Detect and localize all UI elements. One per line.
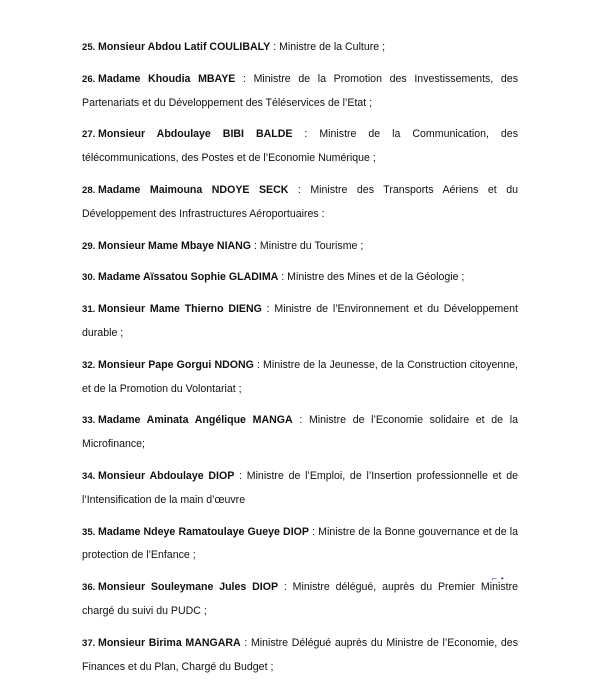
item-number: 25. xyxy=(82,42,96,53)
item-number: 28. xyxy=(82,184,96,196)
minister-role: : Ministre délégué, auprès du Premier Ministre chargé du suivi du PUDC ; xyxy=(82,581,518,617)
minister-name: Monsieur Abdoulaye BIBI BALDE xyxy=(98,128,293,141)
item-number: 34. xyxy=(82,470,96,482)
list-item xyxy=(82,235,518,259)
list-item xyxy=(82,266,518,290)
item-number: 37. xyxy=(82,637,96,649)
minister-name: Monsieur Abdou Latif COULIBALY xyxy=(98,41,271,53)
minister-role: : Ministre Délégué auprès du Ministre de l’Economie, des Finances et du Plan, Chargé du Budget ; xyxy=(82,636,518,673)
item-number: 31. xyxy=(82,304,96,316)
minister-name: Monsieur Souleymane Jules DIOP xyxy=(98,581,279,594)
minister-role: : Ministre des Transports Aériens et du Développement des Infrastructures Aéroportuaires : xyxy=(82,183,518,220)
minister-name: Madame Khoudia MBAYE xyxy=(98,72,236,85)
minister-name: Madame Aminata Angélique MANGA xyxy=(98,414,293,427)
scan-mark: ⌐ • xyxy=(492,574,505,583)
minister-role: : Ministre de l’Economie solidaire et de la Microfinance; xyxy=(82,414,518,451)
list-item xyxy=(82,354,518,402)
minister-name: Monsieur Mame Thierno DIENG xyxy=(98,303,262,316)
minister-role: : Ministre de l’Environnement et du Développement durable ; xyxy=(82,303,518,339)
minister-role: : Ministre de l’Emploi, de l’Insertion professionnelle et de l’Intensification de la main d’œuvre xyxy=(82,469,518,506)
list-item xyxy=(82,576,518,624)
item-number: 29. xyxy=(82,240,96,252)
minister-name: Monsieur Birima MANGARA xyxy=(98,636,241,649)
minister-role: : Ministre de la Communication, des télécommunications, des Postes et de l’Economie Numérique ; xyxy=(82,128,518,165)
list-item xyxy=(82,521,518,569)
list-item xyxy=(82,632,518,680)
list-item xyxy=(82,409,518,457)
item-number: 32. xyxy=(82,359,96,371)
list-item xyxy=(82,68,518,116)
item-number: 30. xyxy=(82,272,96,284)
minister-list xyxy=(82,36,518,687)
item-number: 33. xyxy=(82,415,96,427)
item-number: 35. xyxy=(82,526,96,538)
item-number: 27. xyxy=(82,129,96,141)
list-item xyxy=(82,465,518,513)
minister-role: : Ministre du Tourisme ; xyxy=(251,239,364,252)
minister-name: Madame Maimouna NDOYE SECK xyxy=(98,183,289,196)
minister-role: : Ministre de la Culture ; xyxy=(270,41,386,53)
list-item xyxy=(82,36,518,60)
minister-name: Monsieur Mame Mbaye NIANG xyxy=(98,239,252,252)
item-number: 36. xyxy=(82,582,96,594)
minister-role: : Ministre de la Jeunesse, de la Construction citoyenne, et de la Promotion du Volontariat ; xyxy=(82,358,518,395)
minister-role: : Ministre de la Promotion des Investissements, des Partenariats et du Développement des Téléservices de l’Etat ; xyxy=(82,72,518,109)
list-item xyxy=(82,123,518,171)
list-item xyxy=(82,179,518,227)
item-number: 26. xyxy=(82,73,96,85)
minister-name: Madame Ndeye Ramatoulaye Gueye DIOP xyxy=(98,525,309,538)
minister-role: : Ministre des Mines et de la Géologie ; xyxy=(278,271,465,284)
minister-name: Madame Aïssatou Sophie GLADIMA xyxy=(98,271,279,284)
minister-role: : Ministre de la Bonne gouvernance et de la protection de l’Enfance ; xyxy=(82,525,518,562)
list-item xyxy=(82,298,518,346)
minister-name: Monsieur Pape Gorgui NDONG xyxy=(98,358,254,371)
minister-name: Monsieur Abdoulaye DIOP xyxy=(98,469,235,482)
